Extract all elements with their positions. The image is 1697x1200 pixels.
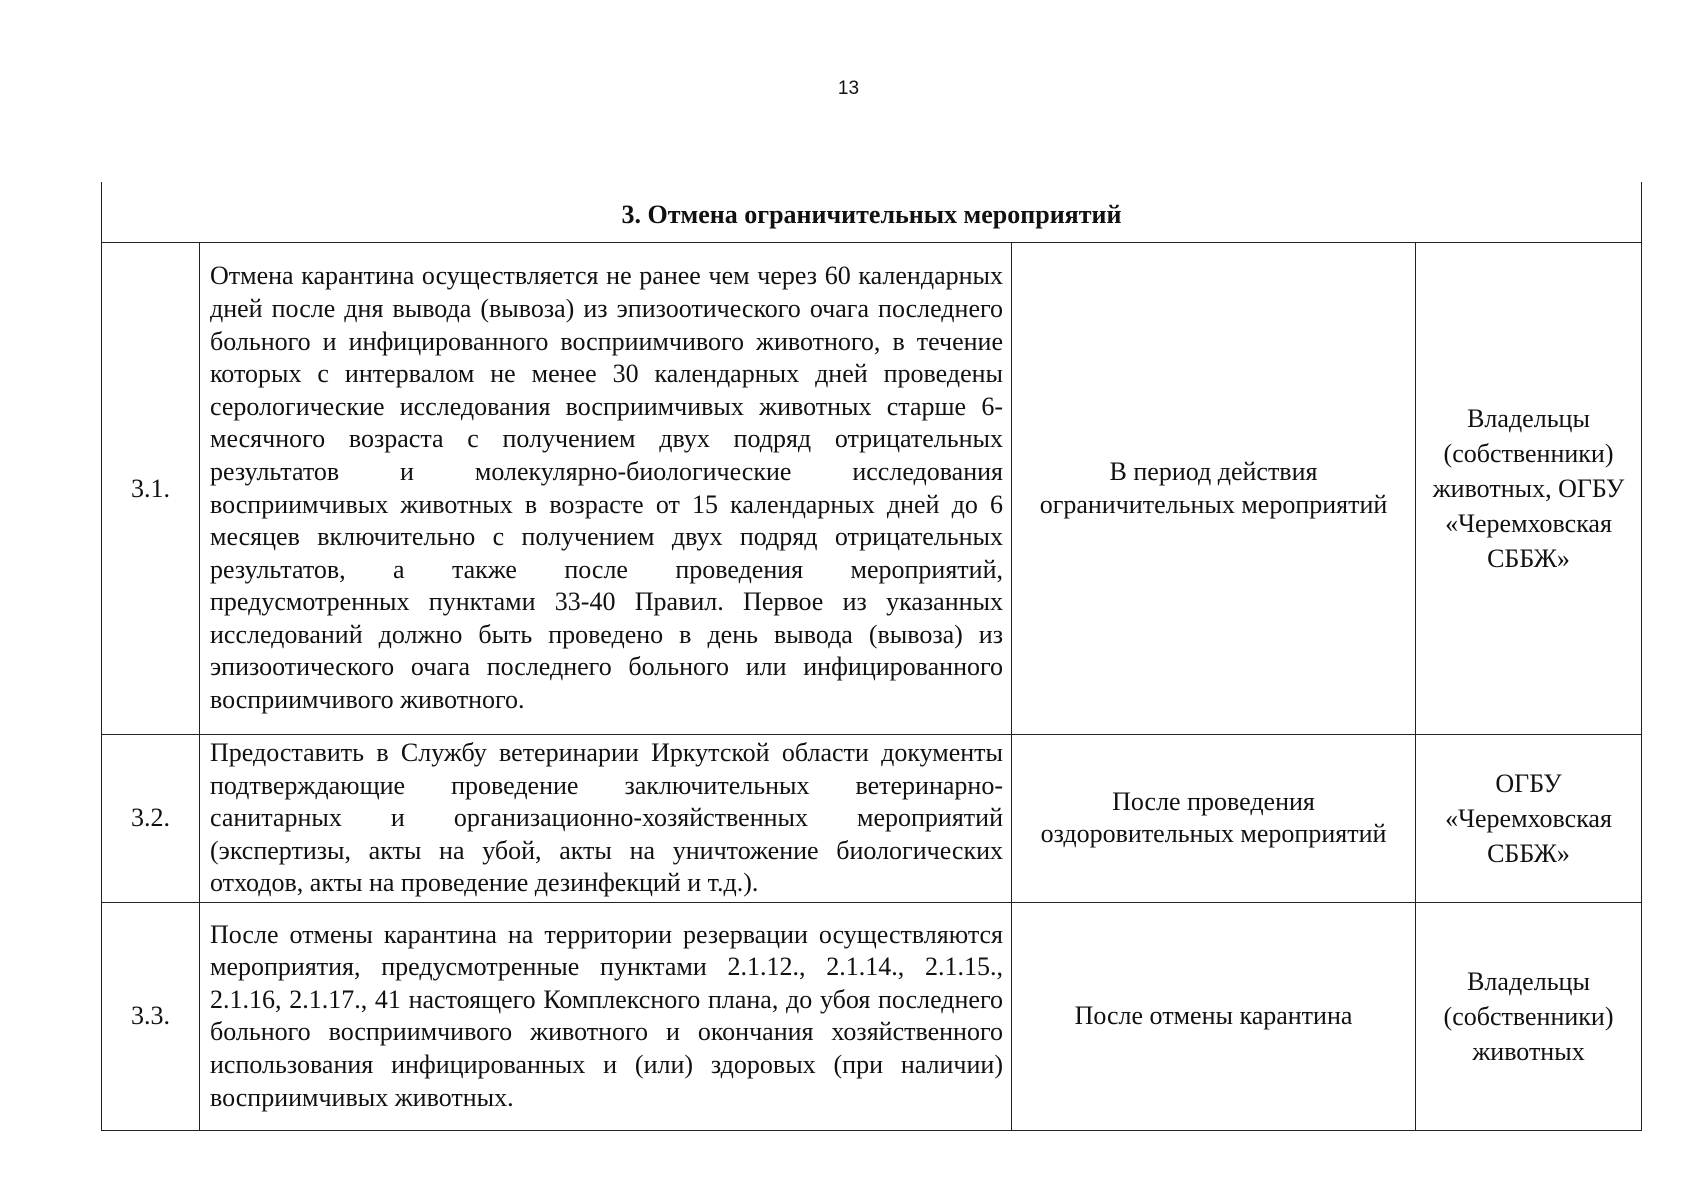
row-number: 3.3. [102, 902, 200, 1130]
table-row [102, 735, 1642, 903]
row-description: После отмены карантина на территории резервации осуществляются мероприятия, предусмотренные пунктами 2.1.12., 2.1.14., 2.1.15., 2.1.16, 2.1.17., 41 настоящего Комплексного плана, до убоя последнего больного восприимчивого животного и окончания хозяйственного использования инфицированных и (или) здоровых (при наличии) восприимчивых животных. [200, 902, 1012, 1130]
table-row [102, 902, 1642, 1130]
plan-table [101, 182, 1642, 1131]
row-deadline: После проведения оздоровительных мероприятий [1012, 735, 1416, 903]
table-row [102, 243, 1642, 735]
row-number: 3.2. [102, 735, 200, 903]
row-responsible: ОГБУ «Черемховская СББЖ» [1416, 735, 1642, 903]
row-responsible: Владельцы (собственники) животных [1416, 902, 1642, 1130]
row-description: Отмена карантина осуществляется не ранее чем через 60 календарных дней после дня вывода (вывоза) из эпизоотического очага последнего больного и инфицированного восприимчивого животного, в течение которых с интервалом не менее 30 календарных дней проведены серологические исследования восприимчивых животных старше 6-месячного возраста с получением двух подряд отрицательных результатов и молекулярно-биологические исследования восприимчивых животных в возрасте от 15 календарных дней до 6 месяцев включительно с получением двух подряд отрицательных результатов, а также после проведения мероприятий, предусмотренных пунктами 33-40 Правил. Первое из указанных исследований должно быть проведено в день вывода (вывоза) из эпизоотического очага последнего больного или инфицированного восприимчивого животного. [200, 243, 1012, 735]
page-number: 13 [837, 78, 860, 99]
row-deadline: После отмены карантина [1012, 902, 1416, 1130]
row-responsible: Владельцы (собственники) животных, ОГБУ «Черемховская СББЖ» [1416, 243, 1642, 735]
row-number: 3.1. [102, 243, 200, 735]
row-deadline: В период действия ограничительных мероприятий [1012, 243, 1416, 735]
section-title: 3. Отмена ограничительных мероприятий [102, 182, 1642, 243]
row-description: Предоставить в Службу ветеринарии Иркутской области документы подтверждающие проведение заключительных ветеринарно-санитарных и организационно-хозяйственных мероприятий (экспертизы, акты на убой, акты на уничтожение биологических отходов, акты на проведение дезинфекций и т.д.). [200, 735, 1012, 903]
section-header-row [102, 182, 1642, 243]
